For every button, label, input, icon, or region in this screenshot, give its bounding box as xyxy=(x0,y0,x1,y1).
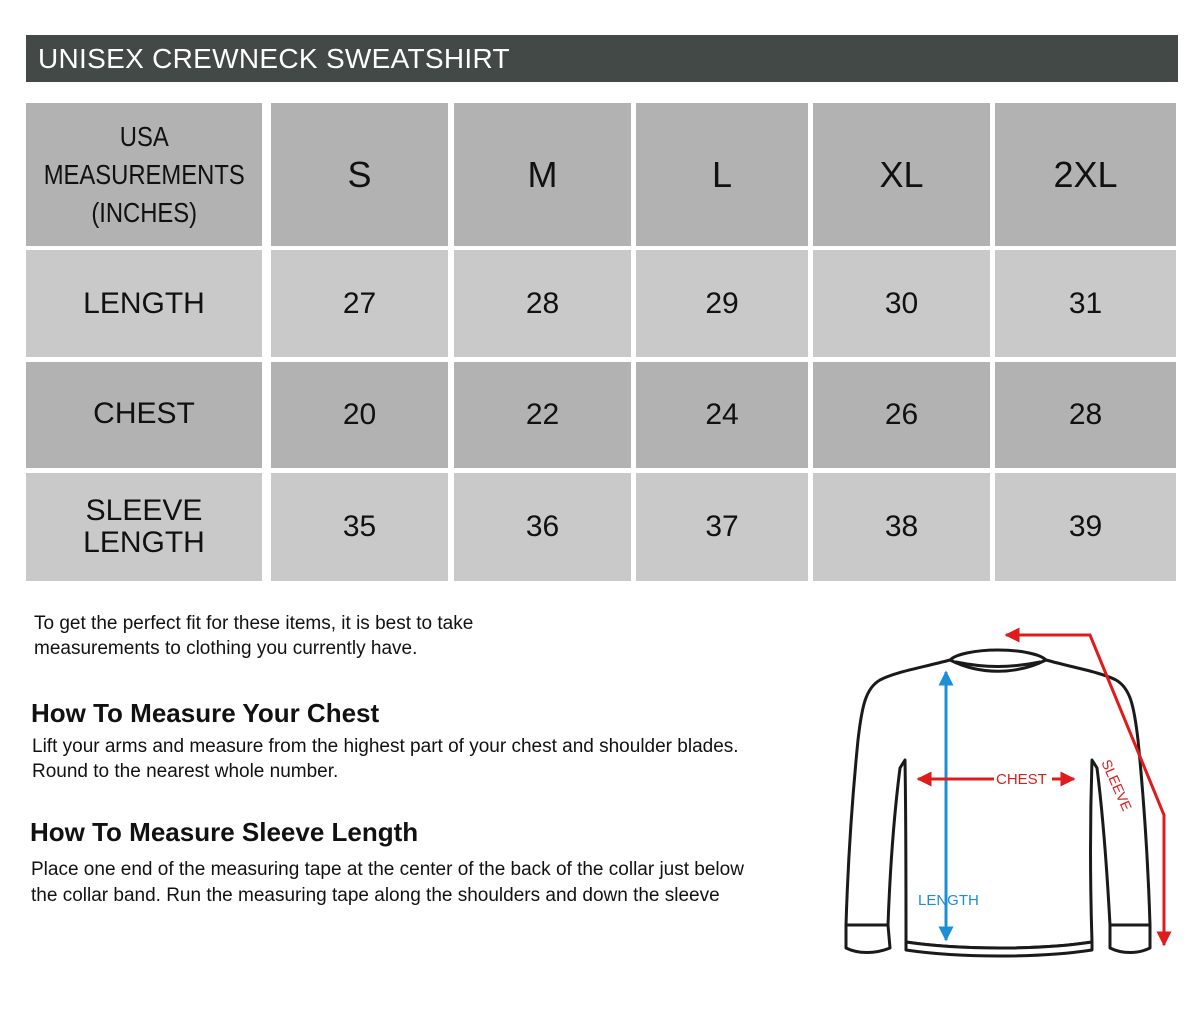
chest-line: Round to the nearest whole number. xyxy=(32,761,339,782)
table-cell xyxy=(995,362,1176,468)
title-bar xyxy=(26,35,1178,82)
row-label-chest xyxy=(26,362,262,468)
cell-value: 28 xyxy=(525,286,560,320)
sleeve-line: Place one end of the measuring tape at the center of the back of the collar just below xyxy=(31,859,744,880)
sleeve-line: the collar band. Run the measuring tape along the shoulders and down the sleeve xyxy=(31,885,720,906)
table-cell xyxy=(454,362,631,468)
cell-value: 30 xyxy=(884,286,919,320)
cell-value: 28 xyxy=(1068,398,1103,431)
size-header-l xyxy=(636,103,808,246)
intro-line: measurements to clothing you currently have. xyxy=(34,638,418,659)
row-label-line: LENGTH xyxy=(83,286,205,320)
size-header-s xyxy=(271,103,448,246)
sleeve-instructions xyxy=(31,857,841,909)
size-label: L xyxy=(711,153,733,195)
cell-value: 27 xyxy=(342,286,377,320)
cell-value: 26 xyxy=(884,398,919,431)
table-cell xyxy=(636,473,808,581)
row-label-line: CHEST xyxy=(93,397,195,430)
header-label-line: USA xyxy=(119,120,169,152)
header-label-line: MEASUREMENTS xyxy=(43,158,245,190)
size-chart-table xyxy=(26,103,1176,581)
size-label: XL xyxy=(879,153,924,195)
sleeve-heading: How To Measure Sleeve Length xyxy=(30,817,419,847)
header-label-line: (INCHES) xyxy=(91,196,197,228)
table-cell xyxy=(636,362,808,468)
size-label: 2XL xyxy=(1053,153,1118,195)
table-cell xyxy=(271,473,448,581)
header-label xyxy=(44,118,245,232)
header-label-cell xyxy=(26,103,262,246)
chest-heading: How To Measure Your Chest xyxy=(31,698,380,728)
cell-value: 37 xyxy=(705,510,739,543)
length-label: LENGTH xyxy=(918,892,979,909)
chest-instructions xyxy=(32,734,832,784)
table-cell xyxy=(636,250,808,357)
page-title: UNISEX CREWNECK SWEATSHIRT xyxy=(38,43,510,74)
intro-text xyxy=(34,611,554,661)
table-cell xyxy=(995,250,1176,357)
cell-value: 36 xyxy=(525,510,560,543)
cell-value: 24 xyxy=(705,398,739,431)
sleeve-label: SLEEVE xyxy=(1098,757,1136,814)
cell-value: 29 xyxy=(705,286,739,320)
cell-value: 35 xyxy=(342,510,377,543)
table-cell xyxy=(813,473,990,581)
table-cell xyxy=(271,250,448,357)
chest-line: Lift your arms and measure from the highest part of your chest and shoulder blades. xyxy=(32,736,739,757)
chest-label: CHEST xyxy=(996,771,1047,788)
cell-value: 39 xyxy=(1068,510,1103,543)
sweatshirt-outline xyxy=(846,650,1150,956)
cell-value: 22 xyxy=(525,398,560,431)
cell-value: 20 xyxy=(342,398,377,431)
table-cell xyxy=(454,250,631,357)
table-cell xyxy=(995,473,1176,581)
table-cell xyxy=(813,250,990,357)
cell-value: 38 xyxy=(884,510,919,543)
intro-line: To get the perfect fit for these items, it is best to take xyxy=(34,613,474,634)
cell-value: 31 xyxy=(1068,286,1103,320)
size-header-2xl xyxy=(995,103,1176,246)
row-label-sleeve-length xyxy=(26,473,262,581)
table-cell xyxy=(454,473,631,581)
size-header-xl xyxy=(813,103,990,246)
size-header-m xyxy=(454,103,631,246)
table-cell xyxy=(813,362,990,468)
row-label-length xyxy=(26,250,262,357)
row-label-line: SLEEVE xyxy=(85,494,203,527)
row-label-line: LENGTH xyxy=(83,526,205,559)
size-label: M xyxy=(527,153,558,195)
table-cell xyxy=(271,362,448,468)
size-label: S xyxy=(347,153,372,195)
